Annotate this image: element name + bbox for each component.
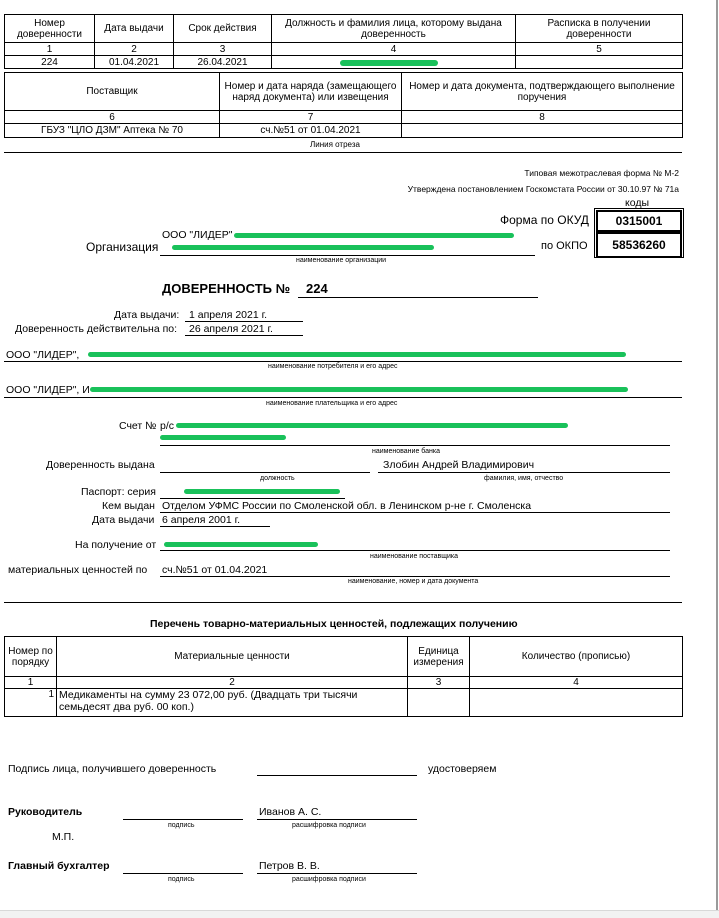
head-label: Руководитель [8, 806, 83, 818]
goods-header-number: Номер по порядку [5, 637, 57, 677]
issued-by-value: Отделом УФМС России по Смоленской обл. в Ленинском р-не г. Смоленска [162, 500, 532, 512]
passport-underline [160, 498, 345, 499]
accountant-name-caption: расшифровка подписи [292, 876, 366, 883]
stub-order-value: сч.№51 от 01.04.2021 [220, 124, 402, 138]
redaction-mark [172, 245, 434, 250]
issue-date-underline [185, 321, 303, 322]
stub-header-order: Номер и дата наряда (замещающего наряд документа) или извещения [220, 73, 402, 111]
redaction-mark [176, 423, 568, 428]
stub-table-2 [4, 72, 683, 138]
list-title: Перечень товарно-материальных ценностей, подлежащих получению [150, 618, 518, 630]
accountant-name-line [257, 873, 417, 874]
issue-date-value: 1 апреля 2021 г. [189, 309, 268, 321]
passport-series-label: Паспорт: серия [81, 486, 156, 498]
recipient-signature-line [257, 775, 417, 776]
account-underline [160, 445, 670, 446]
receive-from-label: На получение от [75, 539, 157, 551]
stamp-place-label: М.П. [52, 831, 75, 843]
stub-header-doc: Номер и дата документа, подтверждающего выполнение поручения [402, 73, 683, 111]
account-value: р/с [160, 420, 175, 432]
passport-date-underline [160, 526, 270, 527]
stub-date-value: 01.04.2021 [95, 56, 174, 69]
issued-to-name: Злобин Андрей Владимирович [383, 459, 535, 471]
payer-underline [4, 397, 682, 398]
okud-code: 0315001 [596, 210, 682, 232]
certify-label: удостоверяем [428, 763, 497, 775]
stub-header-validity: Срок действия [174, 15, 272, 43]
payer-caption: наименование плательщика и его адрес [266, 400, 398, 407]
goods-row-number: 1 [5, 689, 57, 717]
redaction-mark [88, 352, 626, 357]
name-underline [378, 472, 670, 473]
stub-num: 7 [220, 111, 402, 124]
head-signature-caption: подпись [168, 822, 195, 829]
stub-supplier-value: ГБУЗ "ЦЛО ДЗМ" Аптека № 70 [5, 124, 220, 138]
document-title: ДОВЕРЕННОСТЬ № [162, 281, 291, 296]
head-name-caption: расшифровка подписи [292, 822, 366, 829]
okpo-code: 58536260 [596, 232, 682, 258]
payer-value: ООО "ЛИДЕР", И [6, 384, 90, 396]
goods-num: 3 [408, 677, 470, 689]
redaction-mark [160, 435, 286, 440]
issued-by-underline [160, 512, 670, 513]
goods-document-caption: наименование, номер и дата документа [348, 578, 479, 585]
redaction-mark [164, 542, 318, 547]
stub-num: 8 [402, 111, 683, 124]
supplier-caption: наименование поставщика [370, 553, 458, 560]
position-caption: должность [260, 475, 295, 482]
goods-num: 2 [57, 677, 408, 689]
goods-num: 1 [5, 677, 57, 689]
redaction-mark [184, 489, 340, 494]
section-divider [4, 602, 682, 603]
stub-header-supplier: Поставщик [5, 73, 220, 111]
stub-num: 5 [516, 43, 683, 56]
name-caption: фамилия, имя, отчество [484, 475, 564, 482]
issued-by-label: Кем выдан [102, 500, 155, 512]
stub-num: 6 [5, 111, 220, 124]
goods-header-qty: Количество (прописью) [470, 637, 683, 677]
stub-header-number: Номер доверенности [5, 15, 95, 43]
stub-receipt-value [516, 56, 683, 69]
head-signature-line [123, 819, 243, 820]
position-underline [160, 472, 370, 473]
consumer-value: ООО "ЛИДЕР", [6, 349, 80, 361]
redaction-mark [234, 233, 514, 238]
organization-underline [160, 255, 535, 256]
stub-number-value: 224 [5, 56, 95, 69]
issued-to-label: Доверенность выдана [46, 459, 155, 471]
passport-date-value: 6 апреля 2001 г. [162, 514, 241, 526]
valid-until-label: Доверенность действительна по: [15, 323, 178, 335]
valid-until-value: 26 апреля 2021 г. [189, 323, 273, 335]
stub-header-person: Должность и фамилия лица, которому выдана доверенность [272, 15, 516, 43]
goods-row-unit [408, 689, 470, 717]
okpo-label: по ОКПО [541, 240, 588, 252]
title-underline [298, 297, 538, 298]
stub-num: 4 [272, 43, 516, 56]
account-caption: наименование банка [372, 448, 440, 455]
accountant-signature-caption: подпись [168, 876, 195, 883]
typical-form-label: Типовая межотраслевая форма № М-2 [524, 168, 679, 178]
stub-num: 2 [95, 43, 174, 56]
stub-num: 1 [5, 43, 95, 56]
goods-num: 4 [470, 677, 683, 689]
goods-document-underline [160, 576, 670, 577]
stub-validity-value: 26.04.2021 [174, 56, 272, 69]
account-label: Счет № [119, 420, 157, 432]
goods-document-value: сч.№51 от 01.04.2021 [162, 564, 268, 576]
table-row [5, 689, 683, 717]
passport-date-label: Дата выдачи [92, 514, 155, 526]
goods-header-unit: Единица измерения [408, 637, 470, 677]
accountant-name: Петров В. В. [259, 860, 320, 872]
document-number: 224 [306, 281, 328, 296]
consumer-underline [4, 361, 682, 362]
okud-label: Форма по ОКУД [500, 213, 589, 227]
redaction-mark [90, 387, 628, 392]
goods-row-item: Медикаменты на сумму 23 072,00 руб. (Двадцать три тысячи семьдесят два руб. 00 коп.) [57, 689, 408, 717]
goods-row-qty [470, 689, 683, 717]
supplier-underline [160, 550, 670, 551]
cut-line-label: Линия отреза [310, 140, 360, 149]
redaction-mark [340, 60, 438, 66]
stub-header-date: Дата выдачи [95, 15, 174, 43]
issue-date-label: Дата выдачи: [114, 309, 180, 321]
window-edge [716, 0, 718, 917]
goods-label: материальных ценностей по [8, 564, 148, 576]
stub-header-receipt: Расписка в получении доверенности [516, 15, 683, 43]
organization-label: Организация [86, 240, 159, 254]
goods-header-item: Материальные ценности [57, 637, 408, 677]
valid-until-underline [185, 335, 303, 336]
stub-doc-value [402, 124, 683, 138]
organization-name: ООО "ЛИДЕР" [162, 229, 233, 241]
consumer-caption: наименование потребителя и его адрес [268, 363, 398, 370]
approved-label: Утверждена постановлением Госкомстата России от 30.10.97 № 71а [407, 184, 679, 194]
recipient-signature-label: Подпись лица, получившего доверенность [8, 763, 217, 775]
accountant-signature-line [123, 873, 243, 874]
accountant-label: Главный бухгалтер [8, 860, 110, 872]
organization-caption: наименование организации [296, 257, 387, 264]
goods-table [4, 636, 683, 717]
cut-line [4, 152, 682, 153]
head-name-line [257, 819, 417, 820]
stub-num: 3 [174, 43, 272, 56]
head-name: Иванов А. С. [259, 806, 322, 818]
codes-label: коды [625, 197, 649, 209]
